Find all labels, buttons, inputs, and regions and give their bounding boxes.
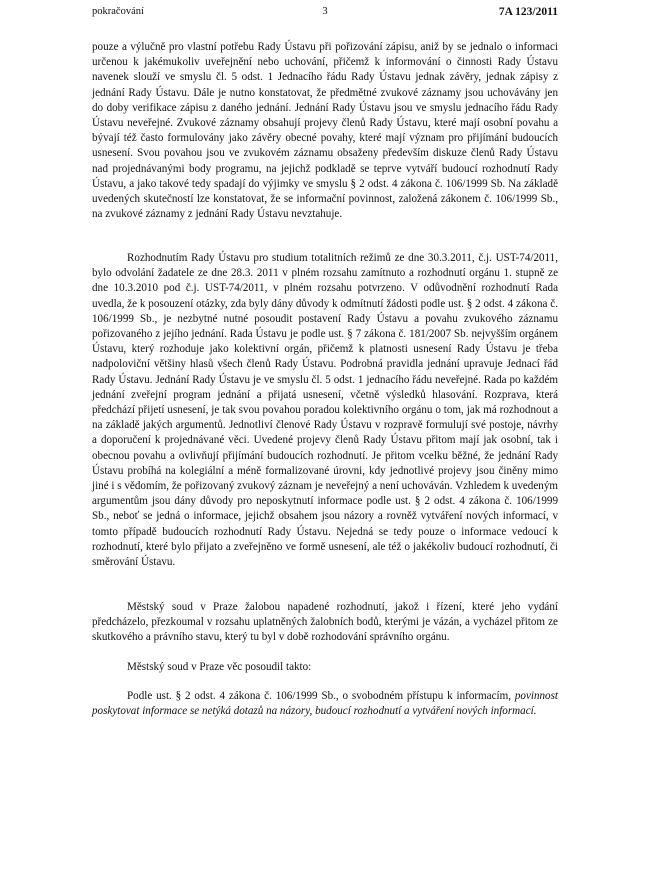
paragraph-text xyxy=(92,689,558,719)
paragraph-text: Městský soud v Praze věc posoudil takto: xyxy=(127,661,312,673)
paragraph-normal-text: Podle ust. § 2 odst. 4 zákona č. 106/1999 Sb., o svobodném přístupu k informacím, xyxy=(127,690,515,702)
paragraph-italic-text: povinnost poskytovat informace se netýká dotazů na názory, budoucí rozhodnutí a vytváření nových informací. xyxy=(92,690,558,718)
paragraph-3 xyxy=(92,600,558,646)
paragraph-text: Rozhodnutím Rady Ústavu pro studium totalitních režimů ze dne 30.3.2011, č.j. UST-74/2011, bylo odvolání žadatele ze dne 28.3. 2011 v plném rozsahu zamítnuto a rozhodnutí orgánu 1. stupně ze dne 10.3.2010 pod č.j. UST-74/2011, v plném rozsahu potvrzeno. V odůvodnění rozhodnutí Rada uvedla, že k posouzení otázky, zda byly dány důvody k odmítnutí žádosti podle ust. § 2 odst. 4 zákona č. 106/1999 Sb., je nezbytné nutné posoudit postavení Rady Ústavu a povahu zvukového záznamu pořizovaného z jejího jednání. Rada Ústavu je podle ust. § 7 zákona č. 181/2007 Sb. nejvyšším orgánem Ústavu, který rozhoduje jako kolektivní orgán, přičemž k platnosti usnesení Rady Ústavu je třeba nadpoloviční většiny hlasů všech členů Rady Ústavu. Podrobná pravidla jednání upravuje Jednací řád Rady Ústavu. Jednání Rady Ústavu je ve smyslu čl. 5 odst. 1 jednacího řádu neveřejné. Rada po každém jednání zveřejní program jednání a přijatá usnesení, včetně výsledků hlasování. Rozprava, která předchází přijetí usnesení, je tak svou povahou poradou kolektivního orgánu o tom, jak má rozhodnout a na základě jakých argumentů. Jednotliví členové Rady Ústavu v rozpravě formulují své postoje, návrhy a doporučení k projednávané věci. Uvedené projevy členů Rady Ústavu přitom mají jak osobní, tak i obecnou povahu a ovlivňují přijímání budoucích rozhodnutí. Je přitom vcelku běžné, že jednání Rady Ústavu probíhá na kolegiální a méně formalizované úrovni, kdy jednotlivé projevy jsou činěny mimo jiné i s vědomím, že pořizovaný zvukový záznam je neveřejný a není uchováván. Vzhledem k uvedeným argumentům jsou dány důvody pro neposkytnutí informace podle ust. § 2 odst. 4 zákona č. 106/1999 Sb., neboť se jedná o informace, jejichž obsahem jsou názory a rovněž vytváření nových informací, v tomto případě budoucích rozhodnutí Rady Ústavu. Nejedná se tedy pouze o informace vedoucí k rozhodnutí, které bylo přijato a zveřejněno ve formě usnesení, ale též o jakékoliv budoucí rozhodnutí, či směrování Ústavu. xyxy=(92,252,558,569)
case-number: 7A 123/2011 xyxy=(498,6,558,18)
continuation-label: pokračování xyxy=(92,6,144,17)
page-number: 3 xyxy=(322,6,328,17)
paragraph-1 xyxy=(92,40,558,222)
paragraph-text: Městský soud v Praze žalobou napadené rozhodnutí, jakož i řízení, které jeho vydání předcházelo, přezkoumal v rozsahu uplatněných žalobních bodů, kterými je vázán, a vycházel přitom ze skutkového a právního stavu, který tu byl v době rozhodování správního orgánu. xyxy=(92,601,558,644)
paragraph-2 xyxy=(92,251,558,570)
page-header xyxy=(92,6,558,20)
paragraph-4 xyxy=(92,660,558,675)
paragraph-text: pouze a výlučně pro vlastní potřebu Rady Ústavu při pořizování zápisu, aniž by se jednalo o informaci určenou k jakémukoliv uveřejnění nebo uchování, přičemž k informování o činnosti Rady Ústavu navenek slouží ve smyslu čl. 5 odst. 1 Jednacího řádu Rady Ústavu jednak závěry, jednak zápisy z jednání Rady Ústavu. Dále je nutno konstatovat, že předmětné zvukové záznamy jsou uchovávány jen do doby verifikace zápisu z daného jednání. Jednání Rady Ústavu jsou ve smyslu jednacího řádu Rady Ústavu neveřejné. Zvukové záznamy obsahují projevy členů Rady Ústavu, které mají osobní povahu a bývají též často formulovány jako závěry obecné povahy, které mají význam pro přijímání budoucích usnesení. Svou povahou jsou ve zvukovém záznamu obsaženy především diskuze členů Rady Ústavu nad projednávanými body programu, na jejichž podkladě se teprve vytváří budoucí rozhodnutí Rady Ústavu, a jako takové tedy spadají do výjimky ve smyslu § 2 odst. 4 zákona č. 106/1999 Sb. Na základě uvedených skutečností lze konstatovat, že se informační povinnost, založená zákonem č. 106/1999 Sb., na zvukové záznamy z jednání Rady Ústavu nevztahuje. xyxy=(92,41,558,221)
paragraph-5 xyxy=(92,689,558,719)
